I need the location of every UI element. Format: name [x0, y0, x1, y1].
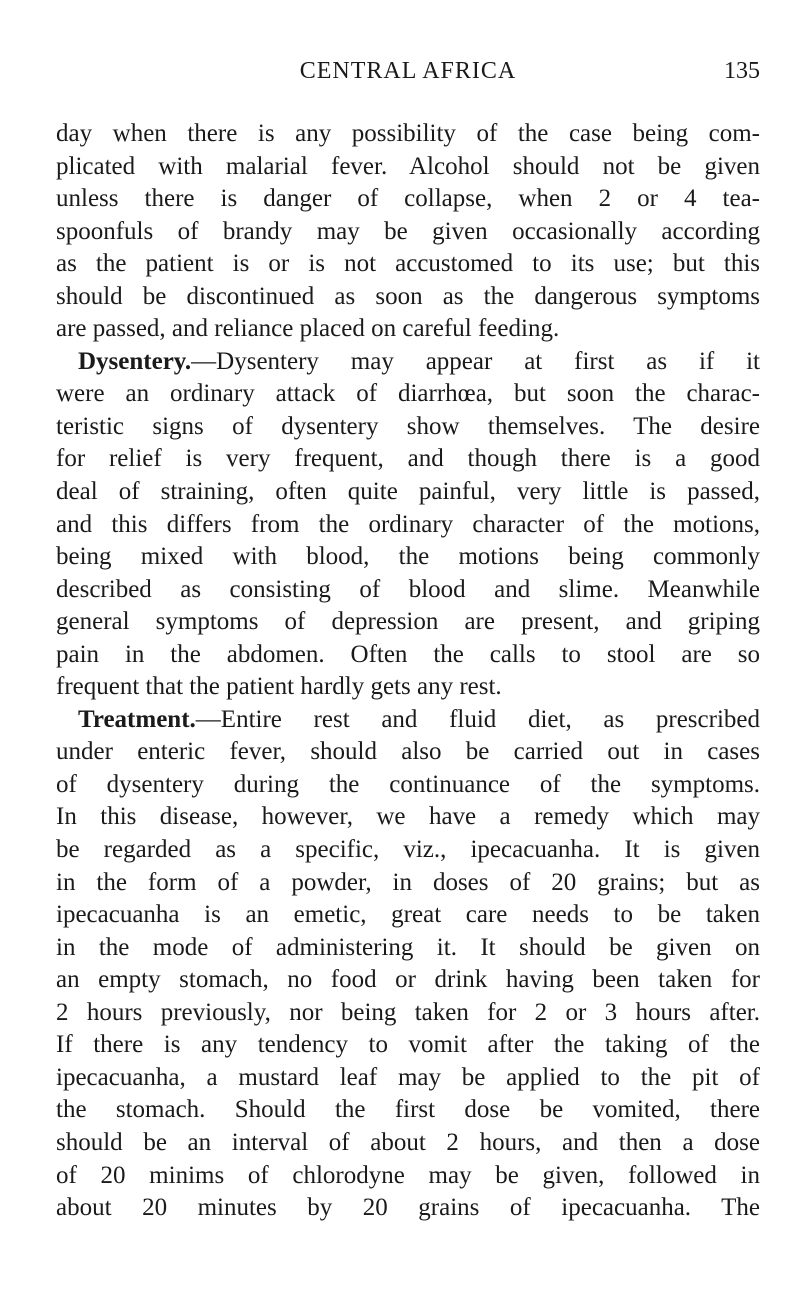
text-line: about 20 minutes by 20 grains of ipecacuanha. The	[56, 1194, 760, 1222]
text-line: of 20 minims of chlorodyne may be given, followed in	[56, 1161, 760, 1189]
text-line: and this differs from the ordinary character of the motions,	[56, 510, 760, 538]
text-line: in the mode of administering it. It should be given on	[56, 933, 760, 961]
text-line: If there is any tendency to vomit after the taking of the	[56, 1031, 760, 1059]
text-line-rest: —Entire rest and fluid diet, as prescribed	[195, 705, 760, 733]
text-line: under enteric fever, should also be carried out in cases	[56, 738, 760, 766]
body-text	[56, 118, 760, 1225]
text-line: described as consisting of blood and slime. Meanwhile	[56, 575, 760, 603]
page-number: 135	[724, 58, 760, 84]
text-line: In this disease, however, we have a remedy which may	[56, 803, 760, 831]
text-line: should be an interval of about 2 hours, and then a dose	[56, 1128, 760, 1156]
text-line: day when there is any possibility of the case being com-	[56, 120, 760, 147]
text-line	[56, 704, 760, 737]
text-line: frequent that the patient hardly gets any rest.	[56, 673, 502, 701]
text-line-rest: —Dysentery may appear at first as if it	[191, 347, 760, 375]
text-line: teristic signs of dysentery show themselves. The desire	[56, 412, 760, 440]
text-line: the stomach. Should the first dose be vomited, there	[56, 1096, 760, 1124]
text-line: general symptoms of depression are present, and griping	[56, 608, 760, 636]
running-title: CENTRAL AFRICA	[299, 58, 517, 84]
text-line: as the patient is or is not accustomed to its use; but this	[56, 250, 760, 278]
text-line: plicated with malarial fever. Alcohol should not be given	[56, 152, 760, 180]
section-heading-treatment: Treatment.	[78, 705, 196, 733]
text-line	[56, 346, 760, 379]
text-line: deal of straining, often quite painful, very little is passed,	[56, 478, 760, 506]
text-line: ipecacuanha, a mustard leaf may be applied to the pit of	[56, 1063, 760, 1091]
text-line: for relief is very frequent, and though there is a good	[56, 445, 760, 473]
text-line: 2 hours previously, nor being taken for 2 or 3 hours after.	[56, 998, 760, 1026]
text-line: an empty stomach, no food or drink having been taken for	[56, 966, 760, 994]
text-line: ipecacuanha is an emetic, great care needs to be taken	[56, 901, 760, 929]
text-line: being mixed with blood, the motions being commonly	[56, 543, 760, 571]
text-line: pain in the abdomen. Often the calls to stool are so	[56, 640, 760, 668]
text-line: be regarded as a specific, viz., ipecacuanha. It is given	[56, 836, 760, 864]
text-line: were an ordinary attack of diarrhœa, but soon the charac-	[56, 380, 760, 408]
text-line: spoonfuls of brandy may be given occasionally according	[56, 217, 760, 245]
text-line: are passed, and reliance placed on careful feeding.	[56, 315, 560, 343]
section-heading-dysentery: Dysentery.	[78, 347, 192, 375]
text-line: in the form of a powder, in doses of 20 grains; but as	[56, 868, 760, 896]
text-line: unless there is danger of collapse, when 2 or 4 tea-	[56, 185, 760, 213]
running-head	[56, 58, 760, 94]
text-line: of dysentery during the continuance of the symptoms.	[56, 770, 760, 798]
text-line: should be discontinued as soon as the dangerous symptoms	[56, 282, 760, 310]
